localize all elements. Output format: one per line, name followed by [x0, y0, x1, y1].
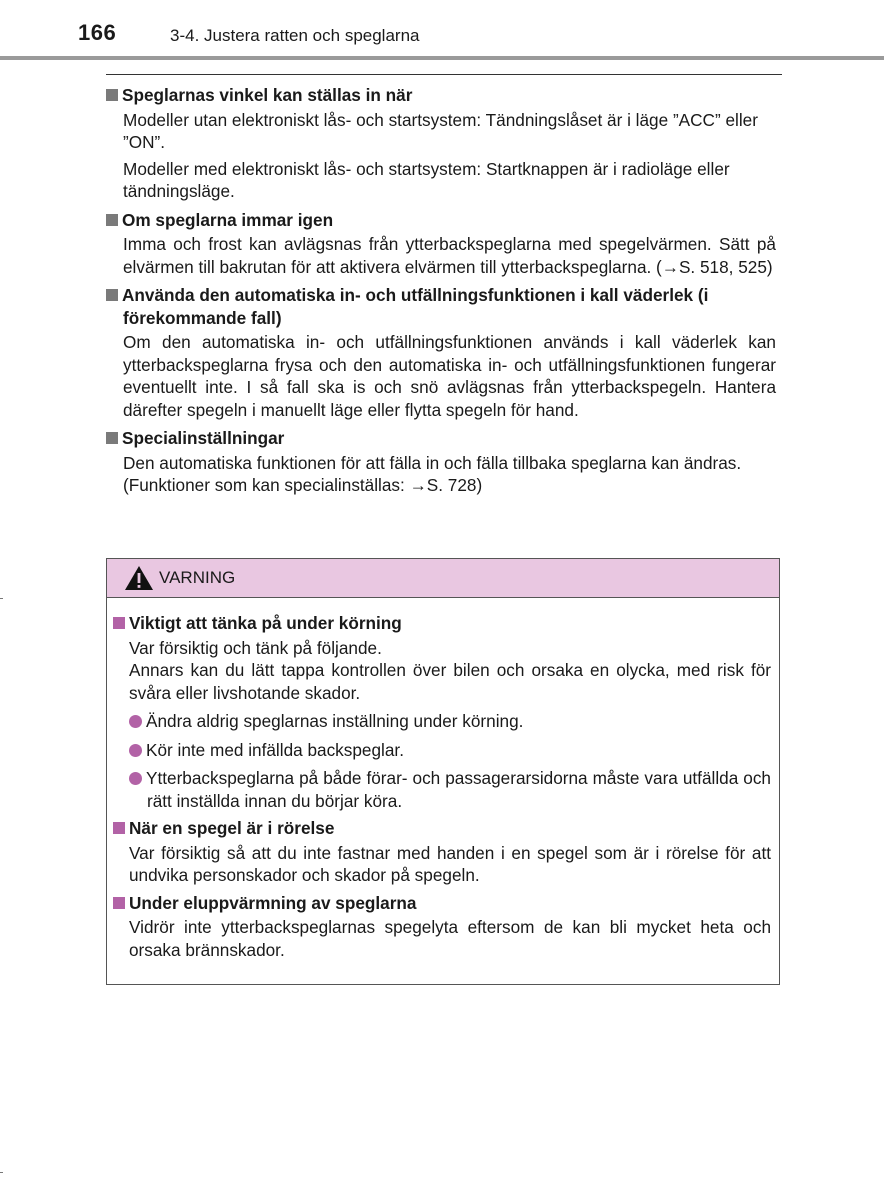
- margin-tick: [0, 598, 3, 599]
- paragraph: Om den automatiska in- och utfällningsfunktionen används i kall väderlek kan ytterbackspeglarna frysa och den automatiska in- och utfällningsfunktionen fungerar eventuellt inte. I så fall ska is och snö avlägsnas från ytterbackspegeln. Hantera därefter spegeln i manuellt läge eller flytta spegeln för hand.: [123, 332, 776, 420]
- warning-body: [107, 598, 779, 961]
- warning-triangle-icon: [124, 565, 154, 591]
- paragraph: Annars kan du lätt tappa kontrollen över bilen och orsaka en olycka, med risk för svåra eller livshotande skador.: [129, 660, 771, 703]
- square-bullet-icon: [106, 432, 118, 444]
- paragraph: Var försiktig så att du inte fastnar med handen i en spegel som är i rörelse för att undvika personskador och skador på spegeln.: [129, 842, 771, 885]
- bullet-dot-icon: [129, 715, 142, 728]
- section-title: 3-4. Justera ratten och speglarna: [170, 26, 420, 45]
- warning-heading: När en spegel är i rörelse: [113, 817, 771, 840]
- warning-block-heating: [113, 892, 771, 962]
- section-heading: Om speglarna immar igen: [106, 209, 776, 232]
- section-customization: [106, 427, 776, 497]
- margin-tick: [0, 1172, 3, 1173]
- warning-title: VARNING: [159, 568, 236, 587]
- section-heading: Speglarnas vinkel kan ställas in när: [106, 84, 776, 107]
- section-mirror-fog: [106, 209, 776, 279]
- header-rule: [0, 56, 884, 60]
- paragraph: Vidrör inte ytterbackspeglarnas spegelyta eftersom de kan bli mycket heta och orsaka brännskador.: [129, 917, 771, 960]
- warning-block-driving: [113, 612, 771, 812]
- section-cold-weather: [106, 284, 776, 421]
- bullet-item: Ytterbackspeglarna på både förar- och passagerarsidorna måste vara utfällda och rätt inställda innan du börjar köra.: [113, 767, 771, 812]
- content-top-rule: [106, 74, 782, 75]
- square-bullet-icon: [113, 822, 125, 834]
- paragraph: Modeller utan elektroniskt lås- och startsystem: Tändningslåset är i läge ”ACC” eller ”ON”.: [123, 109, 758, 152]
- section-mirror-angle: [106, 84, 776, 203]
- paragraph: Den automatiska funktionen för att fälla in och fälla tillbaka speglarna kan ändras.: [123, 452, 742, 473]
- square-bullet-icon: [113, 617, 125, 629]
- warning-block-moving-mirror: [113, 817, 771, 887]
- section-heading: Använda den automatiska in- och utfällningsfunktionen i kall väderlek (i förekommande fall): [106, 284, 776, 329]
- page-number: 166: [78, 20, 117, 45]
- square-bullet-icon: [106, 289, 118, 301]
- paragraph: Modeller med elektroniskt lås- och startsystem: Startknappen är i radioläge eller tändningsläge.: [123, 158, 730, 201]
- bullet-dot-icon: [129, 744, 142, 757]
- section-heading: Specialinställningar: [106, 427, 776, 450]
- bullet-item: Kör inte med infällda backspeglar.: [113, 739, 771, 762]
- bullet-dot-icon: [129, 772, 142, 785]
- square-bullet-icon: [106, 89, 118, 101]
- paragraph: Var försiktig och tänk på följande.: [129, 637, 382, 658]
- square-bullet-icon: [106, 214, 118, 226]
- main-content: [106, 84, 776, 503]
- paragraph: Imma och frost kan avlägsnas från ytterbackspeglarna med spegelvärmen. Sätt på elvärmen till bakrutan för att aktivera elvärmen till ytterbackspeglarna. (→S. 518, 525): [123, 234, 776, 277]
- square-bullet-icon: [113, 897, 125, 909]
- warning-heading: Viktigt att tänka på under körning: [113, 612, 771, 635]
- bullet-item: Ändra aldrig speglarnas inställning under körning.: [113, 710, 771, 733]
- warning-header: [107, 559, 779, 598]
- warning-box: [106, 558, 780, 985]
- paragraph: (Funktioner som kan specialinställas: →S. 728): [123, 475, 483, 495]
- warning-heading: Under eluppvärmning av speglarna: [113, 892, 771, 915]
